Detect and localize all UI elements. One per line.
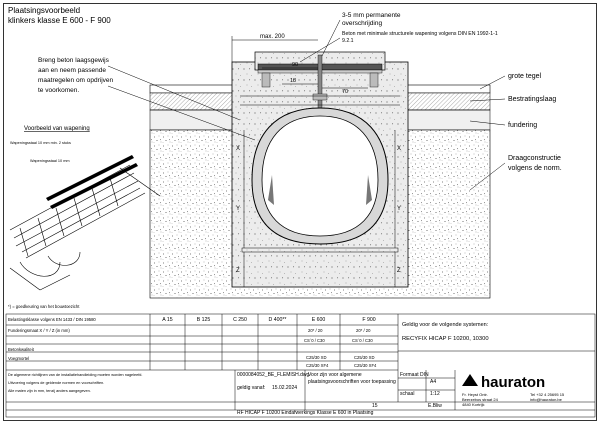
left-note-4: te voorkomen.	[38, 87, 80, 94]
dim-90: 90	[292, 62, 299, 68]
notice-1: Voor zijn voor algemene	[308, 372, 362, 378]
dim-max-width: max. 200	[260, 34, 285, 40]
row-concrete-label: Betonkwaliteit	[8, 347, 34, 352]
left-note-2: aan en neem passende	[38, 67, 106, 74]
valid-from-label: geldig vanaf:	[237, 385, 266, 391]
dim-z-right: Z	[397, 268, 401, 274]
reinforcement-label-1: Wapeningsstaal 10 mm min. 2 stuks	[10, 141, 71, 145]
svg-text:hauraton: hauraton	[481, 374, 546, 391]
dim-x-left: X	[236, 146, 241, 152]
address-2: Beerzebos straat 24	[462, 397, 498, 402]
left-note-3: maatregelen om opdrijven	[38, 77, 114, 84]
label-tile: grote tegel	[508, 73, 542, 80]
reinforcement-cage	[10, 165, 160, 290]
footnote: *) = goedkeuring van het bouwtoezicht	[8, 304, 80, 309]
hauraton-logo	[462, 374, 545, 391]
notice-2: plaatsingsvoorschriften voor toepassing	[308, 379, 396, 385]
label-foundation: fundering	[508, 122, 538, 129]
label-paving: Bestratingslaag	[508, 96, 557, 103]
reinforcement-bars	[46, 155, 138, 209]
row-mortar-label: Voegmortel	[8, 356, 30, 361]
e-val-1: 20* / 20	[308, 328, 323, 333]
e-val-2: CS´0 / C30	[304, 338, 325, 343]
sheet-number: 15	[372, 403, 378, 409]
label-subbase-1: Draagconstructie	[508, 155, 561, 162]
drain-channel	[262, 116, 378, 236]
e-val-3: C25/30 XD	[306, 355, 327, 360]
reinforcement-label-2: Wapeningsstaal 10 mm	[30, 159, 70, 163]
f-val-1: 20* / 20	[356, 328, 371, 333]
scale-label: schaal	[400, 391, 415, 397]
concrete-surround	[232, 52, 408, 287]
f-val-2: CS´0 / C30	[352, 338, 373, 343]
dim-z-left: Z	[236, 268, 240, 274]
valid-from-date: 15.02.2024	[272, 385, 298, 391]
address-3: 4840 Kortrijk	[462, 402, 485, 407]
class-f900: F 900	[362, 317, 376, 323]
left-note-1: Breng beton laagsgewijs	[38, 57, 109, 64]
note-1: De algemene richtlijnen van de installatiehandleiding moeten worden nageleefd.	[8, 373, 143, 377]
product-name: RECYFIX HICAP F 10200, 10300	[402, 336, 489, 342]
format-value: A4	[430, 379, 437, 385]
top-note-2: overschrijding	[342, 20, 383, 27]
locking-bolt	[318, 55, 322, 115]
contact-email: info@hauraton.be	[530, 397, 562, 402]
label-subbase-2: volgens de norm.	[508, 165, 562, 172]
dim-18: 18	[290, 78, 297, 84]
f-val-4: C25/30 XF4	[354, 363, 377, 368]
dim-y-left: Y	[236, 206, 241, 212]
class-c250: C 250	[233, 317, 247, 323]
title-line-1: Plaatsingsvoorbeeld	[8, 6, 81, 15]
row-foundation-label: Funderingsmaat X / Y / Z (in mm)	[8, 328, 70, 333]
title-line-2: klinkers klasse E 600 - F 900	[8, 16, 111, 25]
footer-title: RF HICAP F 10200 Eindafwerkings Klasse E 600 in Plaatsing	[237, 410, 374, 416]
dim-x-right: X	[397, 146, 402, 152]
e-val-4: C25/30 XF4	[306, 363, 329, 368]
drawn-by: E.Bliw	[428, 403, 442, 409]
doc-number: 0000084052_BE_FLEMISH.dwg	[237, 372, 310, 378]
class-b125: B 125	[196, 317, 211, 323]
note-2: Uitvoering volgens de geldende normen en voorschriften.	[8, 381, 105, 385]
note-3: Alle maten zijn in mm, tenzij anders aangegeven.	[8, 389, 91, 393]
format-label: Formaat DIN	[400, 372, 429, 378]
title-block-grid	[6, 314, 595, 417]
top-note: 3-5 mm permanente	[342, 12, 401, 19]
product-heading: Geldig voor de volgende systemen:	[402, 322, 489, 328]
class-d400: D 400**	[268, 317, 287, 323]
row-load-class-label: Belastingsklasse volgens EN 1433 / DIN 19580	[8, 317, 96, 322]
concrete-note: Beton met minimale structurele wapening volgens DIN EN 1992-1-1	[342, 31, 498, 37]
dim-y-right: Y	[397, 206, 402, 212]
address-1: Fr. Heyst Ontr.	[462, 392, 488, 397]
class-e600: E 600	[311, 317, 326, 323]
contact-phone: Tel +32 4 25695 15	[530, 392, 565, 397]
class-a15: A 15	[162, 317, 173, 323]
f-val-3: C25/30 XD	[354, 355, 375, 360]
reinforcement-title: Voorbeeld van wapening	[24, 126, 90, 132]
dim-70: 70	[342, 89, 349, 95]
scale-value: 1:12	[430, 391, 440, 397]
concrete-note-2: 9.2.1	[342, 38, 354, 44]
